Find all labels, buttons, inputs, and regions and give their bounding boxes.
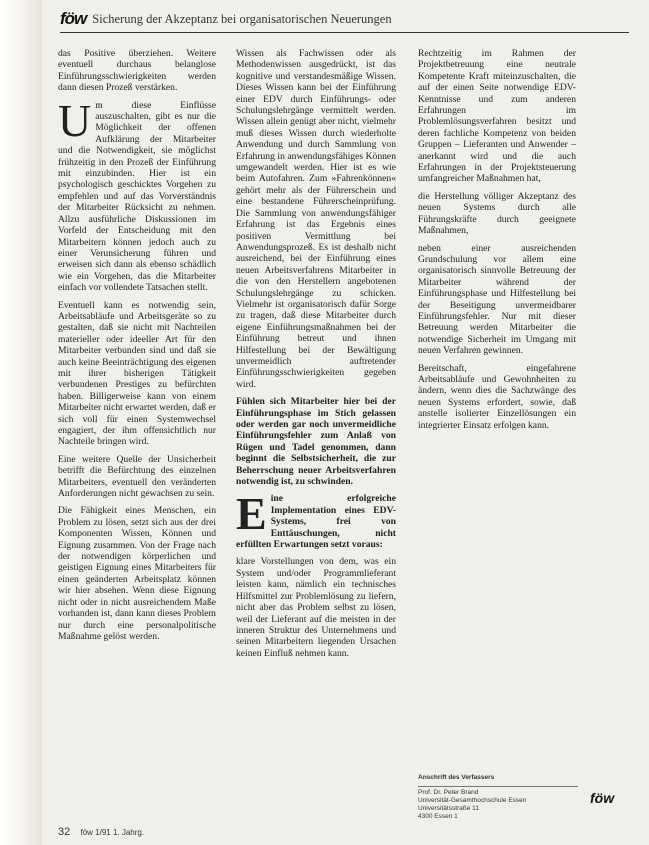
author-line: 4300 Essen 1 [418, 813, 458, 820]
paragraph: die Herstellung völliger Akzeptanz des neuen Systems durch alle Führungskräfte durch geeignete Maßnahmen, [418, 190, 576, 237]
page-footer [58, 826, 144, 838]
journal-logo-small: föw [590, 790, 615, 806]
divider [418, 786, 578, 787]
author-line: Prof. Dr. Peter Brand [418, 789, 479, 796]
paragraph: Eine weitere Quelle der Unsicherheit betrifft die Befürchtung des einzelnen Mitarbeiters, eventuell den veränderten Anforderungen nicht gewachsen zu sein. [58, 453, 216, 500]
column-3 [418, 48, 576, 437]
author-heading: Anschrift des Verfassers [418, 774, 495, 781]
author-line: Universitätsstraße 11 [418, 805, 479, 812]
paragraph: neben einer ausreichenden Grundschulung vor allem eine organisatorisch sinnvolle Betreuung der Mitarbeiter während der Einführungsphase und Hilfestellung bei der Beseitigung unvermeidbarer Einführungsfehler. Nur mit dieser Betreuung werden Mitarbeiter die notwendige Sicherheit im Umgang mit neuen Verfahren gewinnen. [418, 242, 576, 357]
page-number: 32 [58, 826, 71, 838]
drop-cap: U [58, 94, 92, 146]
page-header [60, 6, 629, 33]
paragraph: klare Vorstellungen von dem, was ein System und/oder Programmlieferant leisten kann, nämlich ein technisches Hilfsmittel zur Problemlösung zu liefern, nicht aber das Problem selbst zu lösen, weil der Lieferant auf die meisten in der inneren Struktur des Unternehmens und seinen Mitarbeitern liegenden Ursachen keinen Einfluß nehmen kann. [236, 556, 396, 659]
paragraph: Die Fähigkeit eines Menschen, ein Problem zu lösen, setzt sich aus der drei Komponenten Wissen, Können und Eignung zusammen. Von der Frage nach der notwendigen körperlichen und geistigen Eignung eines Mitarbeiters für einen geänderten Arbeitsplatz können wir hier absehen. Wenn diese Eignung nicht oder in nicht ausreichendem Maße vorhanden ist, dann kann dieses Problem nur durch eine personalpolitische Maßnahme gelöst werden. [58, 505, 216, 642]
drop-cap: E [236, 488, 267, 540]
author-address [418, 774, 578, 821]
binding-margin [0, 0, 42, 845]
paragraph: Wissen als Fachwissen oder als Methodenwissen ausgedrückt, ist das kognitive und verstandesmäßige Wissen. Dieses Wissen kann bei der Einführung einer EDV durch Einführungs- oder Schulungslehrgänge vermittelt werden. Wissen allein genügt aber nicht, vielmehr muß dieses Wissen durch wiederholte Anwendung und durch Sammlung von Erfahrung in anwendungsfähiges Können umgewandelt werden. Hier ist es wie beim Autofahren. Zum »Fahrenkönnen« gehört mehr als der Führerschein und eine bestandene Führerscheinprüfung. Die Sammlung von anwendungsfähiger Erfahrung ist das Ergebnis eines positiven Vermittlung bei Anwendungsprozeß. Es ist deshalb nicht ausreichend, bei der Einführung eines neuen Arbeitsverfahrens Mitarbeiter in die von den Herstellern angebotenen Schulungslehrgänge zu schicken. Vielmehr ist organisatorisch dafür Sorge zu tragen, daß diese Mitarbeiter durch eigene Einführungsmaßnahmen bei der Einführung betreut und ihnen Hilfestellung bei der Bewältigung unvermeidlich auftretender Einführungsschwierigkeiten gegeben wird. [236, 48, 396, 390]
issue-label: föw 1/91 1. Jahrg. [80, 828, 145, 837]
column-2 [236, 48, 396, 665]
paragraph-dropcap: Eine erfolgreiche Implementation eines EDV-Systems, frei von Enttäuschungen, nicht erfüllten Erwartungen setzt voraus: [236, 488, 396, 551]
paragraph-bold: Fühlen sich Mitarbeiter hier bei der Einführungsphase im Stich gelassen oder werden gar noch unvermeidliche Einführungsfehler zum Anlaß von Rügen und Tadel genommen, dann beginnt die Selbstsicherheit, die zur Beherrschung neuer Arbeitsverfahren notwendig ist, zu schwinden. [236, 396, 396, 488]
paragraph-dropcap: Um diese Einflüsse auszuschalten, gibt es nur die Möglichkeit der offenen Aufklärung der Mitarbeiter und die Notwendigkeit, sie möglichst frühzeitig in den Prozeß der Einführung mit einzubinden. Hier ist ein psychologisch geschicktes Vorgehen zu empfehlen und auf das Vorverständnis der Mitarbeiter Rücksicht zu nehmen. Allzu ausführliche Diskussionen im Vorfeld der Entscheidung mit den Mitarbeitern können jedoch auch zu einer Verunsicherung führen und erweisen sich dann als ebenso schädlich wie ein Vorgehen, das die Mitarbeiter einfach vor vollendete Tatsachen stellt. [58, 94, 216, 294]
paragraph: Eventuell kann es notwendig sein, Arbeitsabläufe und Arbeitsgeräte so zu gestalten, daß sie nicht mit Nachteilen materieller oder ideeller Art für den Mitarbeiter verbunden sind und daß sie auch keine Beeinträchtigung des eigenen mit ihrer bisherigen Tätigkeit verbundenen Prestiges zu befürchten haben. Billigerweise kann von einem Mitarbeiter nicht erwartet werden, daß er sich voll für einen Systemwechsel engagiert, der ihm offensichtlich nur Nachteile bringen wird. [58, 299, 216, 448]
journal-logo: föw [60, 9, 87, 28]
paragraph: das Positive überziehen. Weitere eventuell durchaus belanglose Einführungsschwierigkeiten werden dann diesen Prozeß verstärken. [58, 48, 216, 94]
author-line: Universität-Gesamthochschule Essen [418, 797, 527, 804]
paragraph: Rechtzeitig im Rahmen der Projektbetreuung eine neutrale Kompetente Kraft miteinzuschalten, die auf der einen Seite notwendige EDV-Kenntnisse und zum anderen Erfahrungen im Problemlösungsverfahren besitzt und deren fachliche Kompetenz von beiden Gruppen – Lieferanten und Anwender – anerkannt wird und die auch Erfahrungen in der Projektsteuerung umfangreicher Maßnahmen hat, [418, 48, 576, 185]
column-1 [58, 48, 216, 648]
running-title: Sicherung der Akzeptanz bei organisatorischen Neuerungen [92, 11, 392, 26]
paragraph: Bereitschaft, eingefahrene Arbeitsabläufe und Gewohnheiten zu ändern, wenn dies die Sachzwänge des neuen Systems erfordert, sowie, daß anstelle isolierter Einzellösungen ein integrierter Einsatz erfolgen kann. [418, 362, 576, 431]
